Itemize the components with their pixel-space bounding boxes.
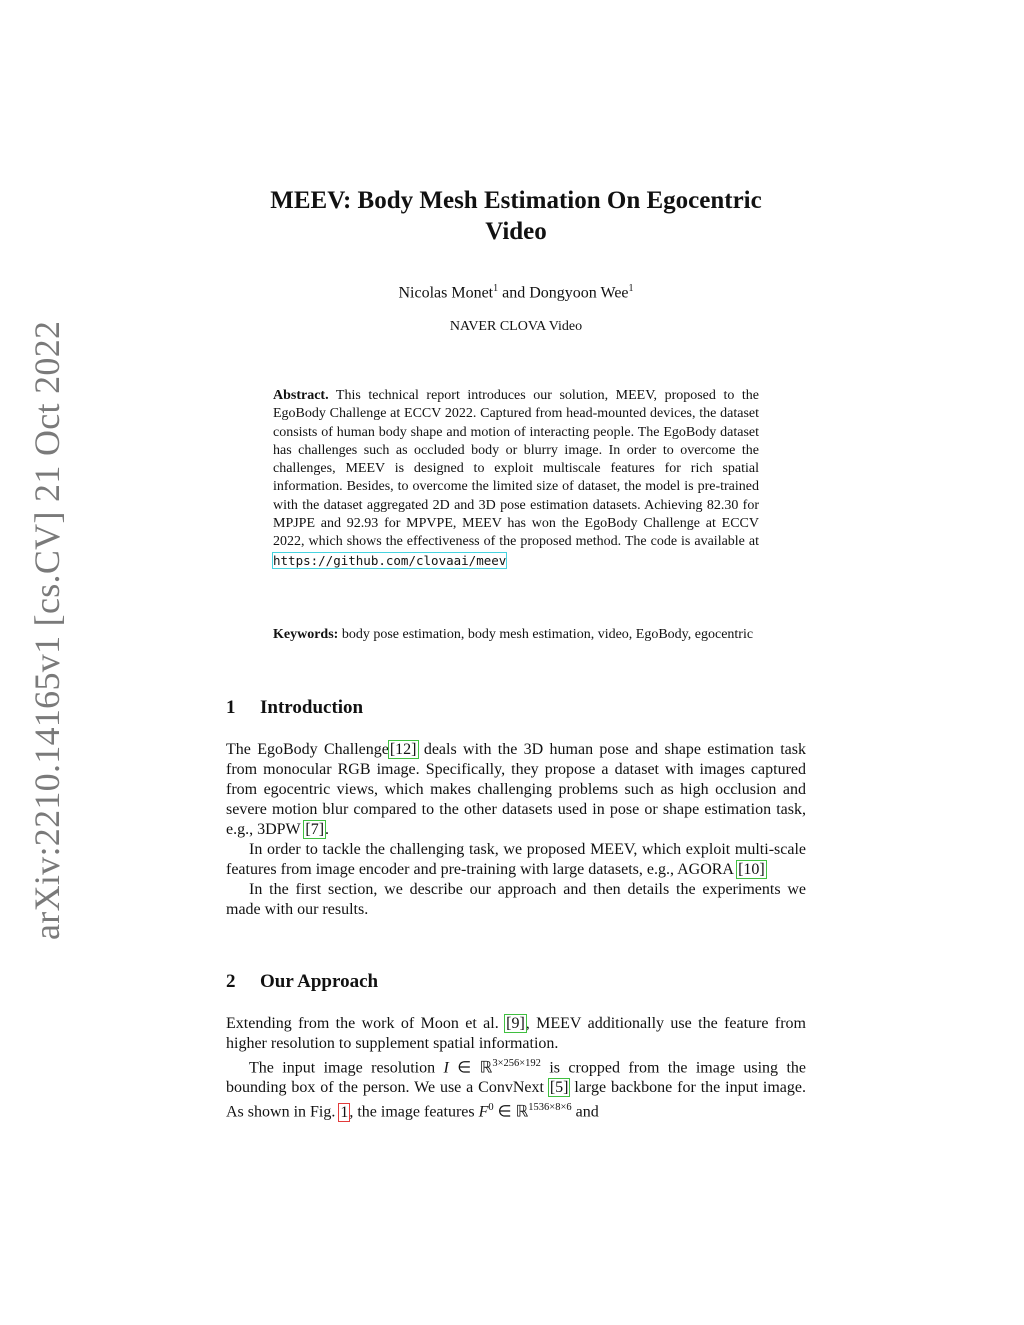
citation-link-12[interactable]: [12]: [389, 741, 417, 758]
author-2-affil-mark: 1: [628, 283, 634, 294]
approach-p2-text-e: and: [571, 1103, 599, 1121]
figure-link-1[interactable]: 1: [340, 1103, 349, 1121]
math-I: I: [443, 1059, 449, 1077]
section-2-title: Our Approach: [260, 971, 379, 992]
affiliation: NAVER CLOVA Video: [449, 319, 583, 334]
approach-p2-text-b: is cropped from the image using the bounding box of the person. We use a ConvNext: [226, 1059, 806, 1097]
section-1-body: [226, 740, 806, 920]
approach-p2-text-a: The input image resolution: [249, 1059, 444, 1077]
intro-p1-text-c: .: [325, 821, 330, 838]
citation-link-10[interactable]: [10]: [738, 861, 765, 878]
approach-p2-text-c: large backbone for the input image. As shown in Fig.: [226, 1079, 807, 1121]
math-dim-2: 1536×8×6: [528, 1102, 572, 1114]
math-in-R-1: ∈ ℝ: [448, 1059, 493, 1077]
intro-paragraph-2: [226, 840, 806, 880]
title-line-1: MEEV: Body Mesh Estimation On Egocentric: [270, 187, 762, 214]
section-1-heading: [226, 697, 363, 719]
citation-link-5[interactable]: [5]: [549, 1079, 569, 1097]
paper-title: [226, 185, 806, 247]
abstract-text: This technical report introduces our solution, MEEV, proposed to the EgoBody Challenge at ECCV 2022. Captured from head-mounted devices, the dataset consists of human body shape and motion of interacting people. The EgoBody dataset has challenges such as occluded body or blurry image. In order to overcome the challenges, MEEV is designed to exploit multiscale features for rich spatial information. Besides, to overcome the limited size of dataset, the model is pre-trained with the dataset aggregated 2D and 3D pose estimation datasets. Achieving 82.30 for MPJPE and 92.93 for MPVPE, MEEV has won the EgoBody Challenge at ECCV 2022, which shows the effectiveness of the proposed method. The code is available at: [273, 388, 759, 550]
author-1: Nicolas Monet: [398, 284, 494, 302]
approach-p2-text-d: , the image features: [349, 1103, 479, 1121]
citation-link-9[interactable]: [9]: [506, 1015, 525, 1032]
arxiv-side-stamp: arXiv:2210.14165v1 [cs.CV] 21 Oct 2022: [27, 320, 67, 940]
author-1-affil-mark: 1: [493, 283, 499, 294]
intro-p1-text-b: deals with the 3D human pose and shape estimation task from monocular RGB image. Specifically, they propose a dataset with images captured from egocentric views, which makes challenging problems such as high occlusion and severe motion blur compared to the other datasets used in pose or shape estimation task, e.g., 3DPW: [226, 741, 806, 838]
approach-paragraph-1: [226, 1014, 806, 1054]
intro-paragraph-3: In the first section, we describe our approach and then details the experiments we made with our results.: [226, 881, 806, 918]
abstract: [273, 387, 759, 571]
abstract-label: Abstract.: [273, 388, 329, 403]
math-in-R-2: ∈ ℝ: [493, 1103, 529, 1121]
math-F-superscript: 0: [488, 1102, 494, 1114]
intro-paragraph-1: [226, 740, 806, 840]
section-1-title: Introduction: [260, 697, 364, 718]
intro-p1-text-a: The EgoBody Challenge: [226, 741, 389, 758]
intro-p2-text: In order to tackle the challenging task, we proposed MEEV, which exploit multi-scale features from image encoder and pre-training with large datasets, e.g., AGORA: [226, 841, 806, 878]
section-2-body: [226, 1014, 806, 1123]
citation-link-7[interactable]: [7]: [305, 821, 325, 838]
section-1-number: 1: [226, 697, 236, 718]
author-2: Dongyoon Wee: [529, 284, 629, 302]
authors: [226, 283, 806, 302]
code-url-link[interactable]: https://github.com/clovaai/meev: [273, 552, 507, 568]
keywords-text: body pose estimation, body mesh estimation, video, EgoBody, egocentric: [338, 627, 754, 642]
section-2-number: 2: [226, 971, 236, 992]
section-2-heading: [226, 971, 378, 993]
approach-paragraph-2: [226, 1054, 806, 1123]
math-dim-1: 3×256×192: [492, 1058, 541, 1069]
approach-p1-text-a: Extending from the work of Moon et al.: [226, 1015, 506, 1032]
keywords-label: Keywords:: [273, 627, 339, 642]
title-line-2: Video: [485, 218, 547, 245]
approach-p1-text-b: , MEEV additionally use the feature from higher resolution to supplement spatial information.: [226, 1015, 806, 1052]
math-F: F: [478, 1103, 489, 1121]
author-conjunction: and: [498, 284, 530, 302]
keywords: [273, 626, 759, 644]
